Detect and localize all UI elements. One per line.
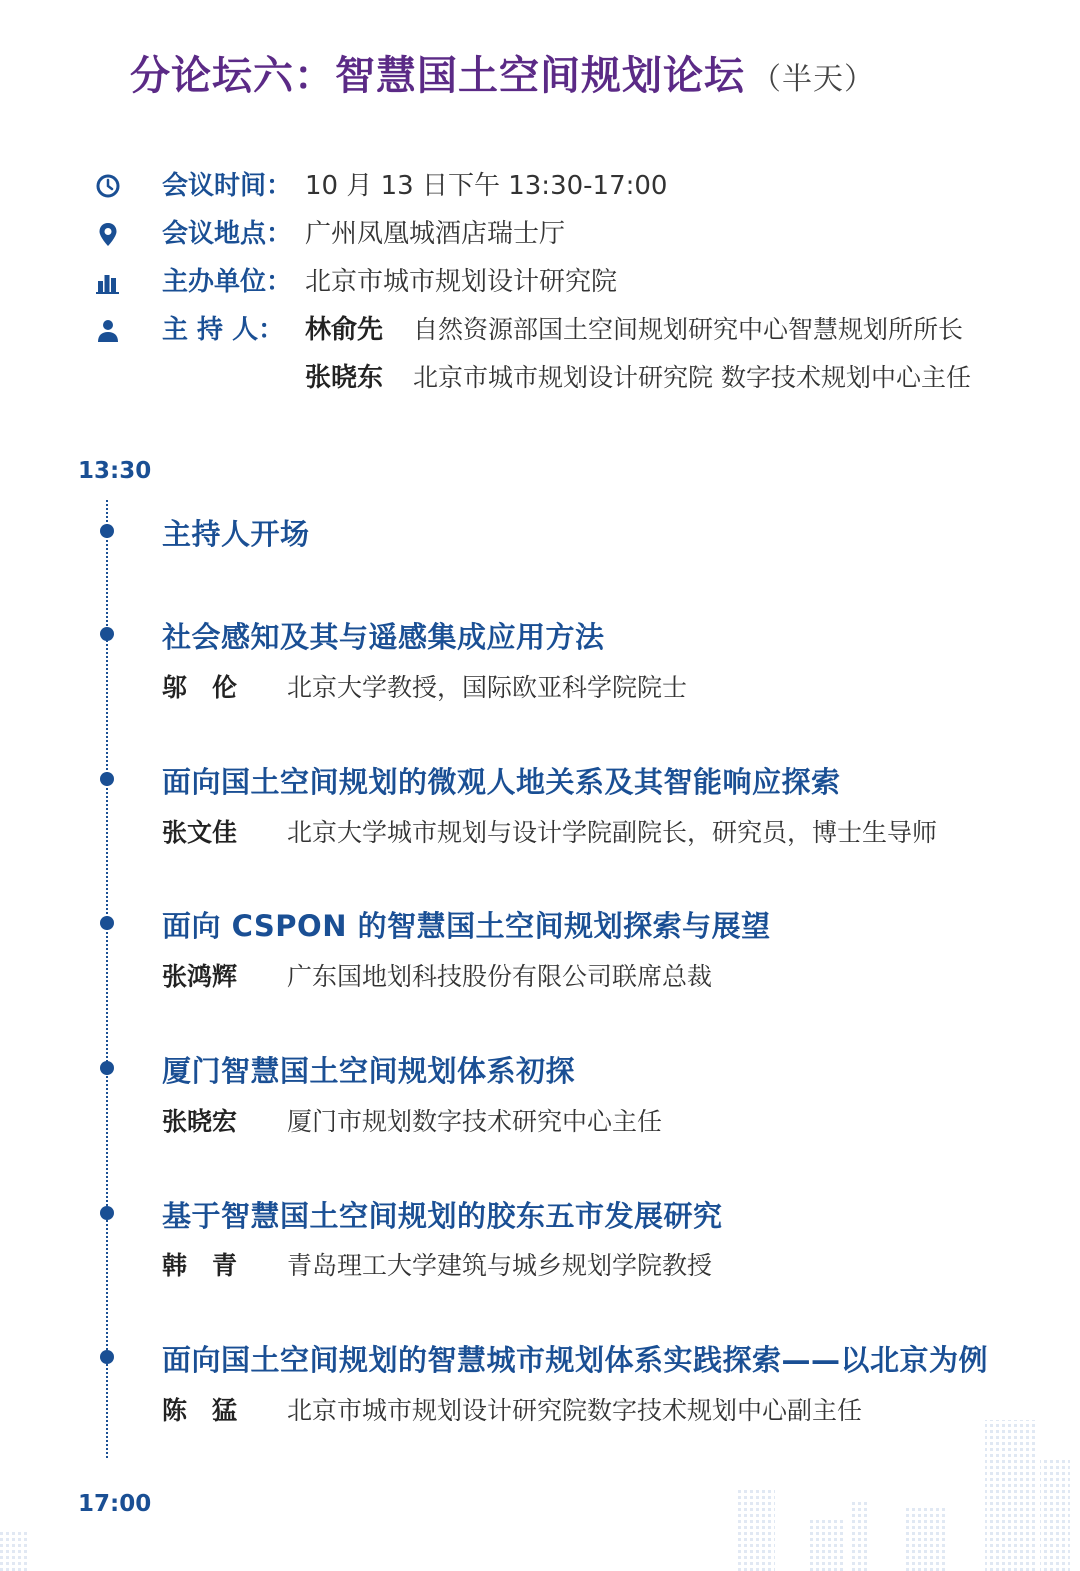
talk-title-6: 基于智慧国土空间规划的胶东五市发展研究 bbox=[162, 1199, 723, 1233]
start-time: 13:30 bbox=[78, 458, 152, 484]
timeline-dot bbox=[100, 772, 114, 786]
timeline-dot bbox=[100, 524, 114, 538]
talk-title-1: 主持人开场 bbox=[162, 517, 310, 551]
info-venue-row bbox=[0, 214, 1080, 254]
clock-icon bbox=[94, 172, 122, 200]
speaker-name-5: 张晓宏 bbox=[162, 1107, 238, 1136]
hosts-label: 主 持 人： bbox=[162, 315, 285, 345]
title-main: 分论坛六：智慧国土空间规划论坛 bbox=[130, 53, 745, 99]
speaker-role-3: 北京大学城市规划与设计学院副院长，研究员，博士生导师 bbox=[287, 818, 938, 847]
info-time-row bbox=[0, 166, 1080, 206]
person-icon bbox=[94, 316, 122, 344]
speaker-role-4: 广东国地划科技股份有限公司联席总裁 bbox=[287, 962, 713, 991]
talk-title-7: 面向国土空间规划的智慧城市规划体系实践探索——以北京为例 bbox=[162, 1343, 989, 1377]
organizer-label: 主办单位： bbox=[162, 267, 293, 297]
host-title-2: 北京市城市规划设计研究院 数字技术规划中心主任 bbox=[413, 363, 971, 392]
location-pin-icon bbox=[94, 220, 122, 248]
talk-title-3: 面向国土空间规划的微观人地关系及其智能响应探索 bbox=[162, 765, 841, 799]
speaker-name-3: 张文佳 bbox=[162, 818, 238, 847]
info-organizer-row bbox=[0, 262, 1080, 302]
info-hosts-row bbox=[0, 310, 1080, 400]
time-label: 会议时间： bbox=[162, 171, 293, 201]
timeline-dot bbox=[100, 916, 114, 930]
title-suffix: （半天） bbox=[751, 62, 875, 97]
city-skyline-decoration bbox=[0, 1400, 1080, 1571]
host-title-1: 自然资源部国土空间规划研究中心智慧规划所所长 bbox=[413, 315, 964, 344]
timeline-dot bbox=[100, 1350, 114, 1364]
end-time: 17:00 bbox=[78, 1491, 152, 1517]
speaker-role-5: 厦门市规划数字技术研究中心主任 bbox=[287, 1107, 663, 1136]
timeline-dot bbox=[100, 1206, 114, 1220]
speaker-name-2: 邬 伦 bbox=[162, 673, 238, 702]
page-title bbox=[130, 44, 875, 101]
speaker-role-2: 北京大学教授，国际欧亚科学院院士 bbox=[287, 673, 688, 702]
speaker-name-7: 陈 猛 bbox=[162, 1396, 238, 1425]
talk-title-5: 厦门智慧国土空间规划体系初探 bbox=[162, 1054, 576, 1088]
talk-title-2: 社会感知及其与遥感集成应用方法 bbox=[162, 620, 605, 654]
host-name-1: 林俞先 bbox=[305, 315, 384, 345]
speaker-role-6: 青岛理工大学建筑与城乡规划学院教授 bbox=[287, 1251, 713, 1280]
speaker-role-7: 北京市城市规划设计研究院数字技术规划中心副主任 bbox=[287, 1396, 863, 1425]
timeline-dot bbox=[100, 627, 114, 641]
building-icon bbox=[94, 268, 122, 296]
host-name-2: 张晓东 bbox=[305, 363, 384, 393]
speaker-name-4: 张鸿辉 bbox=[162, 962, 238, 991]
venue-label: 会议地点： bbox=[162, 219, 293, 249]
timeline-dot bbox=[100, 1061, 114, 1075]
organizer-value: 北京市城市规划设计研究院 bbox=[305, 267, 618, 297]
timeline-line bbox=[106, 500, 108, 1458]
talk-title-4: 面向 CSPON 的智慧国土空间规划探索与展望 bbox=[162, 909, 771, 943]
speaker-name-6: 韩 青 bbox=[162, 1251, 238, 1280]
venue-value: 广州凤凰城酒店瑞士厅 bbox=[305, 219, 566, 249]
time-value: 10 月 13 日下午 13:30-17:00 bbox=[305, 171, 668, 201]
